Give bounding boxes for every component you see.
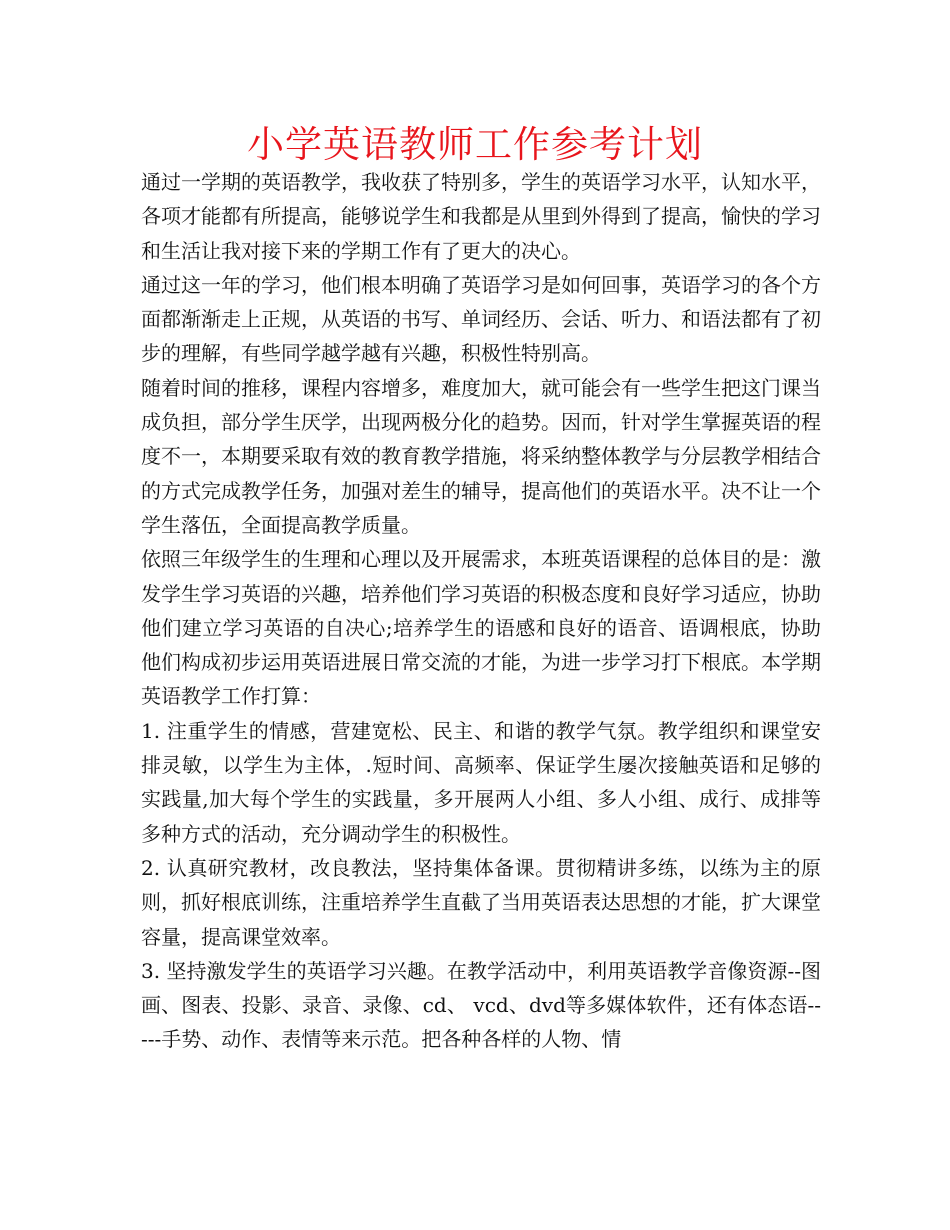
- list-item-1: 1. 注重学生的情感，营建宽松、民主、和谐的教学气氛。教学组织和课堂安排灵敏，以学生为主体，.短时间、高频率、保证学生屡次接触英语和足够的实践量,加大每个学生的实践量，多开展两人小组、多人小组、成行、成排等多种方式的活动，充分调动学生的积极性。: [141, 718, 821, 846]
- list-item-2: 2. 认真研究教材，改良教法，坚持集体备课。贯彻精讲多练，以练为主的原则，抓好根底训练，注重培养学生直截了当用英语表达思想的才能，扩大课堂容量，提高课堂效率。: [141, 855, 821, 949]
- paragraph-2: 通过这一年的学习，他们根本明确了英语学习是如何回事，英语学习的各个方面都渐渐走上正规，从英语的书写、单词经历、会话、听力、和语法都有了初步的理解，有些同学越学越有兴趣，积极性特别高。: [141, 272, 821, 366]
- document-body: [141, 165, 821, 1057]
- page-title: 小学英语教师工作参考计划: [247, 123, 703, 166]
- paragraph-1: 通过一学期的英语教学，我收获了特别多，学生的英语学习水平，认知水平，各项才能都有所提高，能够说学生和我都是从里到外得到了提高，愉快的学习和生活让我对接下来的学期工作有了更大的决心。: [141, 170, 821, 263]
- paragraph-3: 随着时间的推移，课程内容增多，难度加大，就可能会有一些学生把这门课当成负担，部分学生厌学，出现两极分化的趋势。因而，针对学生掌握英语的程度不一，本期要采取有效的教育教学措施，将采纳整体教学与分层教学相结合的方式完成教学任务，加强对差生的辅导，提高他们的英语水平。决不让一个学生落伍，全面提高教学质量。: [141, 375, 821, 537]
- paragraph-4: 依照三年级学生的生理和心理以及开展需求，本班英语课程的总体目的是：激发学生学习英语的兴趣，培养他们学习英语的积极态度和良好学习适应，协助他们建立学习英语的自决心;培养学生的语感和良好的语音、语调根底，协助他们构成初步运用英语进展日常交流的才能，为进一步学习打下根底。本学期英语教学工作打算：: [141, 547, 821, 709]
- list-item-3: 3. 坚持激发学生的英语学习兴趣。在教学活动中，利用英语教学音像资源--图画、图表、投影、录音、录像、cd、 vcd、dvd等多媒体软件，还有体态语-----手势、动作、表情等来示范。把各种各样的人物、情: [141, 958, 821, 1052]
